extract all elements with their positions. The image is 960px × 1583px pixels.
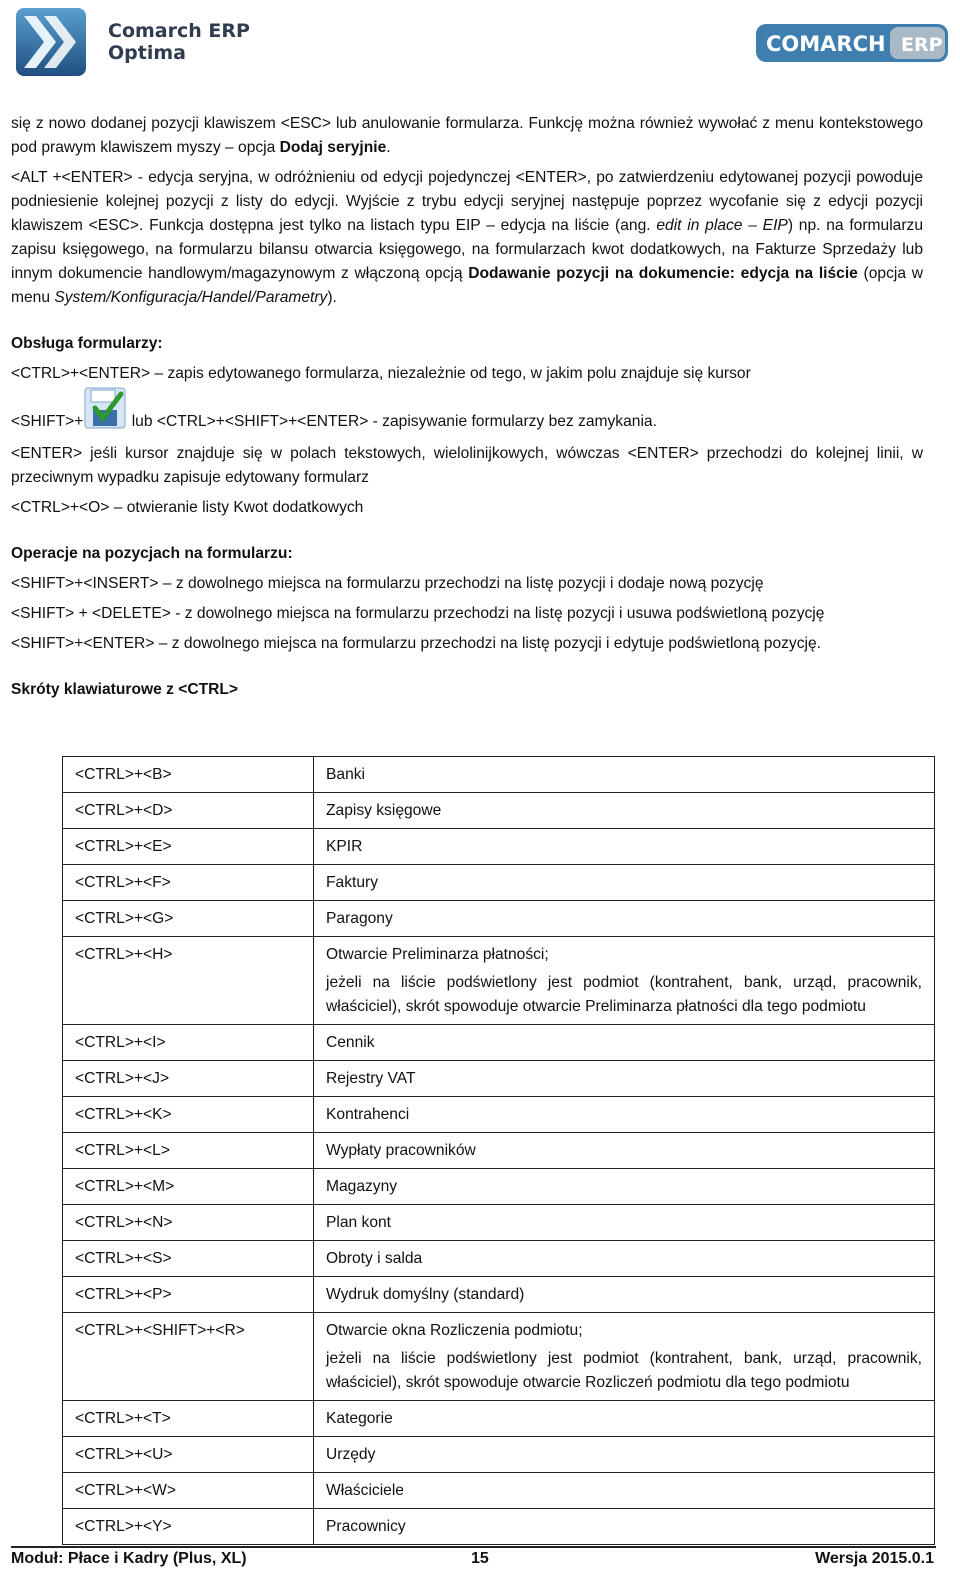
comarch-logo-icon: [756, 24, 948, 62]
shortcut-key: <CTRL>+<U>: [63, 1437, 314, 1473]
shortcut-description-text: Cennik: [326, 1034, 375, 1051]
shortcut-description: [314, 1473, 935, 1509]
shortcut-key: <CTRL>+<S>: [63, 1241, 314, 1277]
table-row: [63, 1025, 935, 1061]
section-heading-forms: Obsługa formularzy:: [11, 335, 163, 352]
shortcut-key: <CTRL>+<K>: [63, 1097, 314, 1133]
table-row: [63, 1097, 935, 1133]
shortcut-description-text: Faktury: [326, 874, 378, 891]
shortcut-description-text: Pracownicy: [326, 1518, 406, 1535]
shortcut-key: <CTRL>+<J>: [63, 1061, 314, 1097]
shortcut-description-note: jeżeli na liście podświetlony jest podmiot (kontrahent, bank, urząd, pracownik, właściciel), skrót spowoduje otwarcie Preliminarza płatności dla tego podmiotu: [326, 974, 922, 1015]
table-row: [63, 1133, 935, 1169]
shortcut-description-text: Magazyny: [326, 1178, 398, 1195]
shortcut-key: <CTRL>+<F>: [63, 865, 314, 901]
shortcut-shift-enter: <SHIFT>+<ENTER> – z dowolnego miejsca na formularzu przechodzi na listę pozycji i edytuje podświetloną pozycję.: [11, 635, 821, 652]
table-row: [63, 757, 935, 793]
footer-divider: [11, 1546, 936, 1548]
table-row: [63, 1241, 935, 1277]
shortcut-description: [314, 1437, 935, 1473]
shortcut-description: [314, 1509, 935, 1545]
shortcut-description: [314, 1313, 935, 1401]
shortcut-key: <CTRL>+<SHIFT>+<R>: [63, 1313, 314, 1401]
svg-text:ERP: ERP: [901, 34, 943, 56]
table-row: [63, 1401, 935, 1437]
shortcut-description-text: Obroty i salda: [326, 1250, 423, 1267]
page-header: [0, 0, 960, 95]
shortcut-enter: <ENTER> jeśli kursor znajduje się w polach tekstowych, wielolinijkowych, wówczas <ENTER> przechodzi do kolejnej linii, w przeciwnym wypadku zapisuje edytowany formularz: [11, 445, 923, 486]
shortcut-description-text: Wypłaty pracowników: [326, 1142, 476, 1159]
shortcut-key: <CTRL>+<D>: [63, 793, 314, 829]
shortcut-description: [314, 1025, 935, 1061]
shortcut-description: [314, 1133, 935, 1169]
shortcut-key: <CTRL>+<B>: [63, 757, 314, 793]
shortcut-key: <CTRL>+<L>: [63, 1133, 314, 1169]
shortcut-description-text: KPIR: [326, 838, 363, 855]
shortcut-description: [314, 1097, 935, 1133]
table-row: [63, 793, 935, 829]
shortcut-key: <CTRL>+<G>: [63, 901, 314, 937]
page-footer: [11, 1546, 934, 1574]
shortcut-key: <CTRL>+<I>: [63, 1025, 314, 1061]
shortcut-description: [314, 1401, 935, 1437]
shortcut-description: [314, 757, 935, 793]
table-row: [63, 865, 935, 901]
document-body: [11, 112, 923, 702]
table-row: [63, 1169, 935, 1205]
shortcut-description: [314, 829, 935, 865]
shortcut-description-text: Paragony: [326, 910, 393, 927]
shortcut-description-text: Urzędy: [326, 1446, 376, 1463]
shortcut-shift-insert: <SHIFT>+<INSERT> – z dowolnego miejsca na formularzu przechodzi na listę pozycji i dodaje nową pozycję: [11, 575, 764, 592]
table-row: [63, 829, 935, 865]
shortcut-shift-delete: <SHIFT> + <DELETE> - z dowolnego miejsca na formularzu przechodzi na listę pozycji i usuwa podświetloną pozycję: [11, 605, 825, 622]
shortcut-key: <CTRL>+<Y>: [63, 1509, 314, 1545]
shortcut-ctrl-enter: <CTRL>+<ENTER> – zapis edytowanego formularza, niezależnie od tego, w jakim polu znajduje się kursor: [11, 365, 751, 382]
svg-text:COMARCH: COMARCH: [766, 32, 886, 56]
footer-page-number: 15: [471, 1550, 489, 1567]
table-row: [63, 1205, 935, 1241]
brand-name: Comarch ERP Optima: [108, 20, 250, 64]
shortcut-description: [314, 865, 935, 901]
shortcut-key: <CTRL>+<M>: [63, 1169, 314, 1205]
comarch-erp-optima-logo-icon: [14, 6, 88, 78]
shortcut-description: [314, 1277, 935, 1313]
shortcut-description-text: Właściciele: [326, 1482, 404, 1499]
shortcut-description-text: Banki: [326, 766, 366, 783]
shortcut-description-text: Zapisy księgowe: [326, 802, 442, 819]
shortcut-description: [314, 1205, 935, 1241]
shortcut-description: [314, 793, 935, 829]
paragraph-series-edit: <ALT +<ENTER> - edycja seryjna, w odróżnieniu od edycji pojedynczej <ENTER>, po zatwierdzeniu edytowanej pozycji powoduje podniesienie kolejnej pozycji z listy do edycji. Wyjście z trybu edycji seryjnej następuje poprzez wycofanie się z edycji pozycji klawiszem <ESC>. Funkcja dostępna jest tylko na listach typu EIP – edycja na liście (ang. edit in place – EIP) np. na formularzu zapisu księgowego, na formularzu bilansu otwarcia księgowego, na formularzach kwot dodatkowych, na Fakturze Sprzedaży lub innym dokumencie handlowym/magazynowym z włączoną opcją Dodawanie pozycji na dokumencie: edycja na liście (opcja w menu System/Konfiguracja/Handel/Parametry).: [11, 169, 924, 306]
shortcut-ctrl-o: <CTRL>+<O> – otwieranie listy Kwot dodatkowych: [11, 499, 364, 516]
shortcut-description: [314, 1241, 935, 1277]
shortcut-description-text: Otwarcie okna Rozliczenia podmiotu;: [326, 1322, 583, 1339]
table-row: [63, 1437, 935, 1473]
table-row: [63, 937, 935, 1025]
table-row: [63, 1509, 935, 1545]
shortcut-shift-save: <SHIFT>+ lub <CTRL>+<SHIFT>+<ENTER> - zapisywanie formularzy bez zamykania.: [11, 386, 923, 436]
table-row: [63, 1277, 935, 1313]
section-heading-ctrl-shortcuts: Skróty klawiaturowe z <CTRL>: [11, 681, 239, 698]
section-heading-positions: Operacje na pozycjach na formularzu:: [11, 545, 293, 562]
table-row: [63, 1061, 935, 1097]
ctrl-shortcuts-table: [62, 756, 935, 1545]
paragraph-add-series: się z nowo dodanej pozycji klawiszem <ESC> lub anulowanie formularza. Funkcję można również wywołać z menu kontekstowego pod prawym klawiszem myszy – opcja Dodaj seryjnie.: [11, 115, 923, 156]
shortcut-description-note: jeżeli na liście podświetlony jest podmiot (kontrahent, bank, urząd, pracownik, właściciel), skrót spowoduje otwarcie Rozliczeń podmiotu dla tego podmiotu: [326, 1350, 922, 1391]
shortcut-key: <CTRL>+<W>: [63, 1473, 314, 1509]
shortcut-key: <CTRL>+<T>: [63, 1401, 314, 1437]
shortcut-key: <CTRL>+<P>: [63, 1277, 314, 1313]
shortcut-description: [314, 937, 935, 1025]
save-checkmark-icon: [83, 386, 127, 430]
shortcut-description: [314, 1169, 935, 1205]
footer-module: Moduł: Płace i Kadry (Plus, XL): [11, 1550, 247, 1567]
shortcut-description: [314, 901, 935, 937]
shortcut-key: <CTRL>+<H>: [63, 937, 314, 1025]
table-row: [63, 901, 935, 937]
shortcut-key: <CTRL>+<N>: [63, 1205, 314, 1241]
shortcut-description-text: Plan kont: [326, 1214, 392, 1231]
table-row: [63, 1473, 935, 1509]
shortcut-description-text: Kategorie: [326, 1410, 393, 1427]
shortcut-key: <CTRL>+<E>: [63, 829, 314, 865]
shortcut-description-text: Rejestry VAT: [326, 1070, 416, 1087]
footer-version: Wersja 2015.0.1: [815, 1550, 934, 1567]
table-row: [63, 1313, 935, 1401]
shortcut-description: [314, 1061, 935, 1097]
shortcut-description-text: Otwarcie Preliminarza płatności;: [326, 946, 549, 963]
shortcut-description-text: Kontrahenci: [326, 1106, 410, 1123]
shortcut-description-text: Wydruk domyślny (standard): [326, 1286, 525, 1303]
